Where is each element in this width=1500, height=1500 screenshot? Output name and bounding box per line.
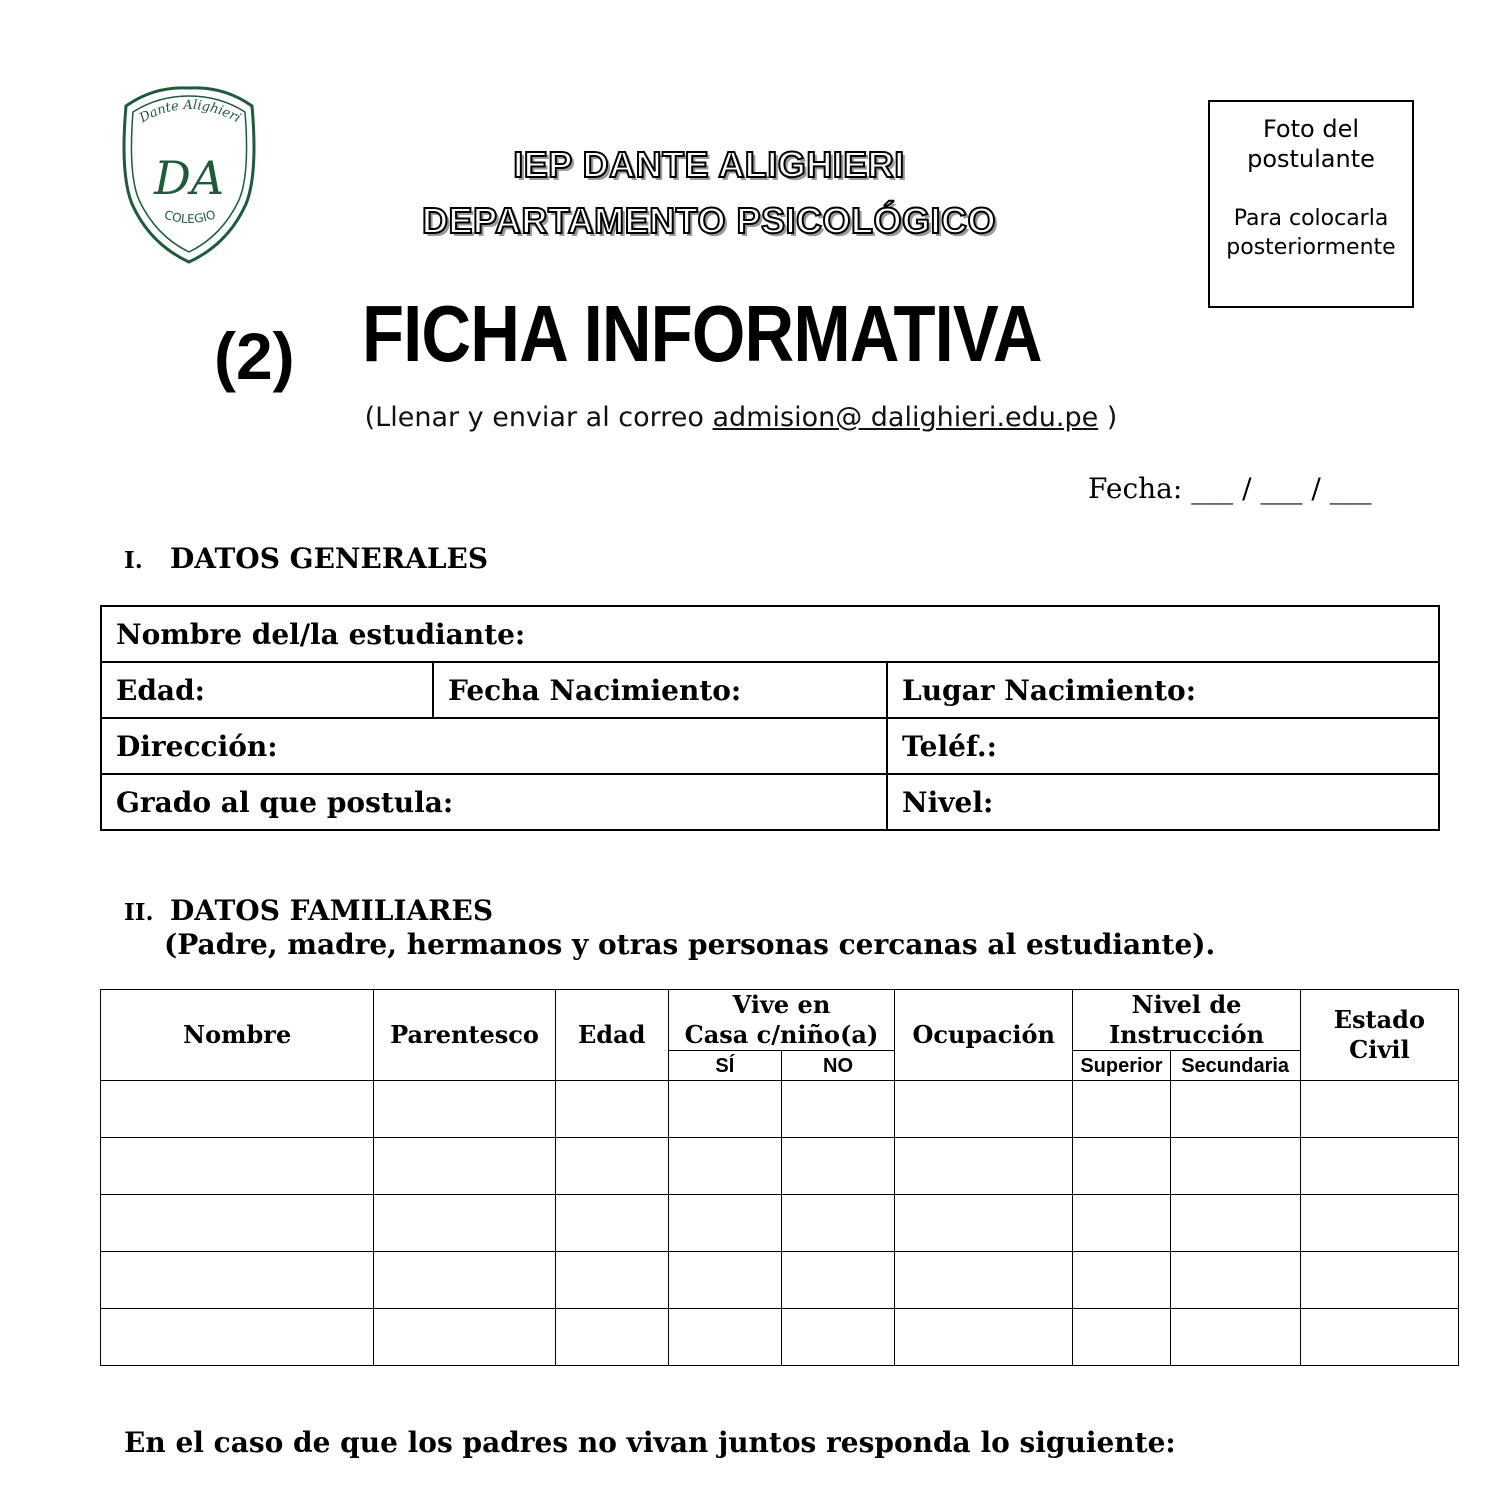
table-cell[interactable] <box>781 1138 894 1195</box>
table-cell[interactable] <box>1073 1252 1170 1309</box>
table-cell[interactable] <box>895 1309 1073 1366</box>
table-cell[interactable] <box>1170 1081 1300 1138</box>
general-data-table <box>100 605 1440 831</box>
col-header-nivel-instruccion <box>1073 990 1300 1051</box>
department-name: DEPARTAMENTO PSICOLÓGICO <box>421 200 997 241</box>
table-cell[interactable] <box>668 1138 781 1195</box>
table-row <box>101 1195 1459 1252</box>
birth-date-field[interactable]: Fecha Nacimiento: <box>433 662 887 718</box>
col-header-superior: Superior <box>1073 1051 1170 1081</box>
table-cell[interactable] <box>895 1081 1073 1138</box>
section-heading-family <box>124 894 493 927</box>
table-cell[interactable] <box>668 1081 781 1138</box>
table-cell[interactable] <box>1170 1309 1300 1366</box>
table-cell[interactable] <box>101 1252 374 1309</box>
table-cell[interactable] <box>555 1309 668 1366</box>
col-header-edad: Edad <box>555 990 668 1081</box>
table-row <box>101 1081 1459 1138</box>
table-cell[interactable] <box>101 1081 374 1138</box>
page-title: FICHA INFORMATIVA <box>362 289 1042 378</box>
photo-note-line2: posteriormente <box>1226 235 1396 260</box>
nivel-line2: Instrucción <box>1108 1020 1265 1049</box>
col-header-vive-en-casa <box>668 990 894 1051</box>
crest-monogram: DA <box>153 151 225 205</box>
col-header-no: NO <box>781 1051 894 1081</box>
date-field[interactable]: Fecha: ___ / ___ / ___ <box>1088 472 1372 505</box>
table-cell[interactable] <box>668 1309 781 1366</box>
table-cell[interactable] <box>1300 1195 1458 1252</box>
nivel-line1: Nivel de <box>1131 990 1242 1019</box>
table-cell[interactable] <box>668 1195 781 1252</box>
col-header-ocupacion: Ocupación <box>895 990 1073 1081</box>
table-row <box>101 1309 1459 1366</box>
birth-place-field[interactable]: Lugar Nacimiento: <box>887 662 1439 718</box>
vive-line1: Vive en <box>732 990 831 1019</box>
table-cell[interactable] <box>781 1081 894 1138</box>
col-header-nombre: Nombre <box>101 990 374 1081</box>
table-row <box>101 1138 1459 1195</box>
estado-line2: Civil <box>1349 1035 1410 1064</box>
col-header-secundaria: Secundaria <box>1170 1051 1300 1081</box>
email-link[interactable]: admision@ dalighieri.edu.pe <box>712 402 1099 433</box>
instruction-suffix: ) <box>1098 402 1118 433</box>
instruction-prefix: (Llenar y enviar al correo <box>364 402 713 433</box>
section-title: DATOS GENERALES <box>170 542 489 575</box>
table-cell[interactable] <box>895 1138 1073 1195</box>
submission-instruction <box>0 402 1482 433</box>
level-field[interactable]: Nivel: <box>887 774 1439 830</box>
section-subtitle: (Padre, madre, hermanos y otras personas cercanas al estudiante). <box>164 928 1216 961</box>
col-header-estado-civil <box>1300 990 1458 1081</box>
crest-bottom-text: COLEGIO <box>162 207 218 227</box>
table-cell[interactable] <box>1300 1138 1458 1195</box>
table-cell[interactable] <box>781 1252 894 1309</box>
estado-line1: Estado <box>1333 1005 1425 1034</box>
table-cell[interactable] <box>1073 1195 1170 1252</box>
table-cell[interactable] <box>555 1252 668 1309</box>
table-cell[interactable] <box>895 1195 1073 1252</box>
table-cell[interactable] <box>1170 1195 1300 1252</box>
table-cell[interactable] <box>1073 1081 1170 1138</box>
vive-line2: Casa c/niño(a) <box>684 1020 879 1049</box>
table-cell[interactable] <box>374 1081 555 1138</box>
photo-label-line2: postulante <box>1247 145 1375 173</box>
table-cell[interactable] <box>1073 1309 1170 1366</box>
table-cell[interactable] <box>101 1195 374 1252</box>
table-cell[interactable] <box>374 1252 555 1309</box>
section-number: I. <box>124 547 143 574</box>
photo-placeholder-box <box>1208 100 1414 308</box>
grade-field[interactable]: Grado al que postula: <box>101 774 887 830</box>
address-field[interactable]: Dirección: <box>101 718 887 774</box>
photo-note-line1: Para colocarla <box>1233 206 1389 231</box>
age-field[interactable]: Edad: <box>101 662 433 718</box>
table-cell[interactable] <box>895 1252 1073 1309</box>
table-cell[interactable] <box>781 1309 894 1366</box>
table-cell[interactable] <box>374 1138 555 1195</box>
col-header-parentesco: Parentesco <box>374 990 555 1081</box>
table-cell[interactable] <box>555 1138 668 1195</box>
table-cell[interactable] <box>101 1309 374 1366</box>
crest-arc-text: Dante Alighieri <box>137 97 243 127</box>
table-cell[interactable] <box>1170 1252 1300 1309</box>
table-cell[interactable] <box>101 1138 374 1195</box>
table-cell[interactable] <box>1073 1138 1170 1195</box>
separated-parents-question: En el caso de que los padres no vivan juntos responda lo siguiente: <box>124 1426 1176 1459</box>
table-cell[interactable] <box>781 1195 894 1252</box>
table-cell[interactable] <box>555 1195 668 1252</box>
photo-label-line1: Foto del <box>1262 115 1360 143</box>
family-data-table <box>100 989 1459 1366</box>
section-number: II. <box>124 899 154 926</box>
col-header-si: SÍ <box>668 1051 781 1081</box>
table-cell[interactable] <box>1300 1252 1458 1309</box>
school-name: IEP DANTE ALIGHIERI <box>513 144 905 185</box>
section-heading-general <box>124 542 488 575</box>
form-number: (2) <box>214 319 295 393</box>
table-cell[interactable] <box>374 1195 555 1252</box>
table-cell[interactable] <box>1170 1138 1300 1195</box>
table-cell[interactable] <box>374 1309 555 1366</box>
table-cell[interactable] <box>1300 1309 1458 1366</box>
table-cell[interactable] <box>555 1081 668 1138</box>
student-name-field[interactable]: Nombre del/la estudiante: <box>101 606 1439 662</box>
table-cell[interactable] <box>1300 1081 1458 1138</box>
table-row <box>101 1252 1459 1309</box>
table-cell[interactable] <box>668 1252 781 1309</box>
phone-field[interactable]: Teléf.: <box>887 718 1439 774</box>
section-title: DATOS FAMILIARES <box>170 894 494 927</box>
